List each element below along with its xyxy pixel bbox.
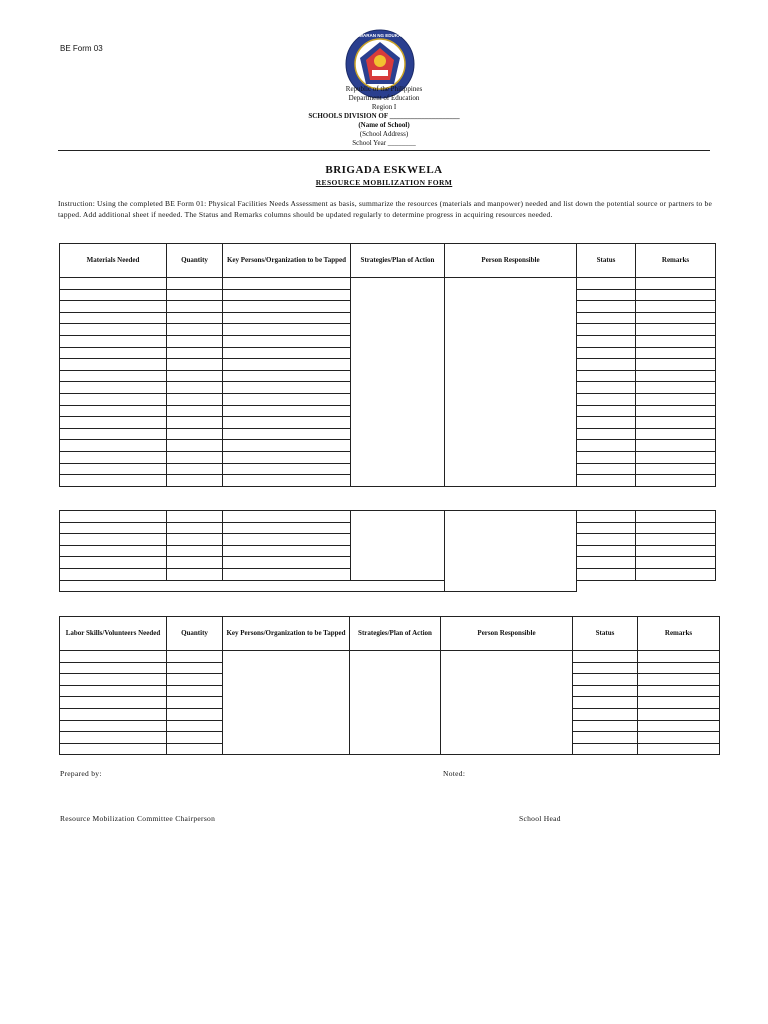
col-labor-skills: Labor Skills/Volunteers Needed (60, 617, 167, 651)
cell[interactable] (223, 312, 351, 324)
cell[interactable] (577, 301, 636, 313)
cell[interactable] (60, 720, 167, 732)
cell[interactable] (636, 335, 716, 347)
cell[interactable] (638, 697, 720, 709)
cell[interactable] (223, 463, 351, 475)
school-address: (School Address) (359, 130, 409, 138)
cell[interactable] (60, 405, 167, 417)
cell[interactable] (636, 393, 716, 405)
cell[interactable] (636, 545, 716, 557)
instructions: Instruction: Using the completed BE Form 01: Physical Facilities Needs Assessment as basis, summarize the resources (materials and manpower) needed and list down the potential source or partners to be tapped. Add additional sheet if needed. The Status and Remarks columns should be updated regularly to determine progress in acquiring resources needed. (58, 199, 713, 219)
cell[interactable] (60, 534, 167, 546)
cell[interactable] (60, 743, 167, 755)
cell[interactable] (577, 312, 636, 324)
cell[interactable] (573, 708, 638, 720)
cell[interactable] (60, 685, 167, 697)
cell[interactable] (167, 428, 223, 440)
cell[interactable] (60, 440, 167, 452)
form-number: BE Form 03 (60, 44, 103, 53)
cell[interactable] (577, 393, 636, 405)
cell[interactable] (223, 545, 351, 557)
cell[interactable] (577, 417, 636, 429)
person-responsible-cell[interactable] (441, 651, 573, 755)
cell[interactable] (636, 370, 716, 382)
cell[interactable] (167, 347, 223, 359)
labor-header-row (60, 617, 720, 651)
cell[interactable] (636, 312, 716, 324)
table-row (60, 651, 720, 663)
col-strategies: Strategies/Plan of Action (350, 617, 441, 651)
cell[interactable] (636, 522, 716, 534)
cell[interactable] (167, 743, 223, 755)
cell[interactable] (577, 359, 636, 371)
cell[interactable] (60, 651, 167, 663)
cell[interactable] (223, 534, 351, 546)
cell[interactable] (636, 534, 716, 546)
cell[interactable] (223, 393, 351, 405)
cell[interactable] (223, 405, 351, 417)
cell[interactable] (167, 534, 223, 546)
strategies-cell[interactable] (350, 651, 441, 755)
cell[interactable] (636, 347, 716, 359)
cell[interactable] (60, 662, 167, 674)
cell[interactable] (573, 732, 638, 744)
table-row (60, 278, 716, 290)
cell[interactable] (167, 417, 223, 429)
cell[interactable] (167, 651, 223, 663)
cell[interactable] (636, 301, 716, 313)
cell[interactable] (223, 428, 351, 440)
col-key-persons: Key Persons/Organization to be Tapped (223, 244, 351, 278)
cell[interactable] (638, 662, 720, 674)
cell[interactable] (60, 674, 167, 686)
seal-text: KAGAWARAN NG EDUKASYON (345, 33, 415, 38)
cell[interactable] (167, 301, 223, 313)
col-person-responsible: Person Responsible (445, 244, 577, 278)
cell[interactable] (223, 440, 351, 452)
division: SCHOOLS DIVISION OF ____________________ (308, 112, 460, 120)
col-strategies: Strategies/Plan of Action (351, 244, 445, 278)
cell[interactable] (60, 335, 167, 347)
cell[interactable] (167, 708, 223, 720)
form-subtitle: RESOURCE MOBILIZATION FORM (315, 178, 453, 187)
col-quantity: Quantity (167, 617, 223, 651)
cell[interactable] (167, 720, 223, 732)
cell[interactable] (577, 463, 636, 475)
cell[interactable] (577, 278, 636, 290)
noter-title: School Head (519, 814, 561, 823)
cell[interactable] (60, 393, 167, 405)
cell[interactable] (167, 289, 223, 301)
cell[interactable] (223, 568, 351, 580)
cell[interactable] (167, 382, 223, 394)
col-materials-needed: Materials Needed (60, 244, 167, 278)
school-year: School Year ________ (352, 139, 416, 147)
cell[interactable] (167, 405, 223, 417)
cell[interactable] (638, 720, 720, 732)
cell[interactable] (167, 662, 223, 674)
cell[interactable] (167, 545, 223, 557)
cell[interactable] (577, 545, 636, 557)
school-name: (Name of School) (358, 121, 410, 129)
cell[interactable] (577, 324, 636, 336)
cell[interactable] (638, 674, 720, 686)
cell[interactable] (223, 335, 351, 347)
cell[interactable] (223, 451, 351, 463)
cell[interactable] (60, 278, 167, 290)
cell[interactable] (223, 324, 351, 336)
cell[interactable] (573, 651, 638, 663)
cell[interactable] (167, 278, 223, 290)
cell[interactable] (60, 511, 167, 523)
cell[interactable] (223, 511, 351, 523)
cell[interactable] (60, 580, 445, 592)
cell[interactable] (577, 428, 636, 440)
cell[interactable] (573, 685, 638, 697)
cell[interactable] (636, 511, 716, 523)
cell[interactable] (60, 557, 167, 569)
cell[interactable] (638, 685, 720, 697)
col-status: Status (573, 617, 638, 651)
cell[interactable] (223, 370, 351, 382)
cell[interactable] (167, 674, 223, 686)
cell[interactable] (167, 335, 223, 347)
cell[interactable] (167, 370, 223, 382)
cell[interactable] (167, 393, 223, 405)
cell[interactable] (60, 382, 167, 394)
cell[interactable] (638, 743, 720, 755)
cell[interactable] (223, 301, 351, 313)
cell[interactable] (60, 417, 167, 429)
noted-label: Noted: (443, 769, 466, 778)
table-row (60, 511, 716, 523)
cell[interactable] (223, 278, 351, 290)
col-status: Status (577, 244, 636, 278)
materials-continuation-table (59, 510, 716, 592)
cell[interactable] (167, 324, 223, 336)
cell[interactable] (577, 335, 636, 347)
cell[interactable] (577, 511, 636, 523)
col-remarks: Remarks (636, 244, 716, 278)
cell[interactable] (167, 511, 223, 523)
cell[interactable] (636, 359, 716, 371)
cell[interactable] (573, 662, 638, 674)
cell[interactable] (636, 428, 716, 440)
cell[interactable] (60, 463, 167, 475)
cell[interactable] (223, 417, 351, 429)
materials-table (59, 243, 716, 487)
cell[interactable] (60, 522, 167, 534)
preparer-title: Resource Mobilization Committee Chairperson (60, 814, 216, 823)
cell[interactable] (60, 312, 167, 324)
cell[interactable] (223, 359, 351, 371)
cell[interactable] (636, 324, 716, 336)
letterhead (0, 85, 768, 148)
empty-space (577, 580, 716, 592)
department: Department of Education (348, 94, 420, 102)
cell[interactable] (636, 475, 716, 487)
cell[interactable] (167, 475, 223, 487)
person-responsible-cell[interactable] (445, 511, 577, 592)
cell[interactable] (60, 428, 167, 440)
cell[interactable] (577, 370, 636, 382)
cell[interactable] (167, 732, 223, 744)
col-person-responsible: Person Responsible (441, 617, 573, 651)
cell[interactable] (60, 347, 167, 359)
header-divider (58, 150, 710, 151)
cell[interactable] (636, 289, 716, 301)
strategies-cell[interactable] (351, 278, 445, 487)
cell[interactable] (636, 405, 716, 417)
cell[interactable] (577, 440, 636, 452)
cell[interactable] (60, 708, 167, 720)
cell[interactable] (577, 557, 636, 569)
col-quantity: Quantity (167, 244, 223, 278)
cell[interactable] (60, 370, 167, 382)
cell[interactable] (60, 732, 167, 744)
cell[interactable] (167, 568, 223, 580)
form-title: BRIGADA ESKWELA (325, 164, 443, 176)
cell[interactable] (60, 475, 167, 487)
region: Region I (371, 103, 397, 111)
cell[interactable] (636, 568, 716, 580)
cell[interactable] (638, 651, 720, 663)
cell[interactable] (638, 708, 720, 720)
cell[interactable] (223, 557, 351, 569)
cell[interactable] (223, 382, 351, 394)
person-responsible-cell[interactable] (445, 278, 577, 487)
cell[interactable] (60, 545, 167, 557)
cell[interactable] (167, 440, 223, 452)
cell[interactable] (60, 301, 167, 313)
cell[interactable] (636, 440, 716, 452)
cell[interactable] (636, 382, 716, 394)
key-persons-cell[interactable] (223, 651, 350, 755)
cell[interactable] (223, 289, 351, 301)
cell[interactable] (577, 475, 636, 487)
cell[interactable] (636, 417, 716, 429)
cell[interactable] (636, 451, 716, 463)
cell[interactable] (577, 534, 636, 546)
cell[interactable] (60, 568, 167, 580)
cell[interactable] (223, 522, 351, 534)
cell[interactable] (577, 522, 636, 534)
cell[interactable] (636, 557, 716, 569)
cell[interactable] (577, 289, 636, 301)
cell[interactable] (223, 475, 351, 487)
cell[interactable] (577, 451, 636, 463)
cell[interactable] (167, 697, 223, 709)
cell[interactable] (60, 697, 167, 709)
cell[interactable] (167, 451, 223, 463)
cell[interactable] (60, 289, 167, 301)
labor-table (59, 616, 720, 755)
cell[interactable] (577, 347, 636, 359)
cell[interactable] (636, 278, 716, 290)
table-row (60, 580, 716, 592)
cell[interactable] (638, 732, 720, 744)
cell[interactable] (167, 522, 223, 534)
prepared-by-label: Prepared by: (60, 769, 102, 778)
cell[interactable] (577, 568, 636, 580)
cell[interactable] (573, 674, 638, 686)
col-remarks: Remarks (638, 617, 720, 651)
materials-header-row (60, 244, 716, 278)
strategies-cell[interactable] (351, 511, 445, 581)
cell[interactable] (167, 312, 223, 324)
cell[interactable] (577, 405, 636, 417)
cell[interactable] (60, 324, 167, 336)
cell[interactable] (223, 347, 351, 359)
cell[interactable] (573, 743, 638, 755)
cell[interactable] (60, 451, 167, 463)
col-key-persons: Key Persons/Organization to be Tapped (223, 617, 350, 651)
cell[interactable] (60, 359, 167, 371)
cell[interactable] (577, 382, 636, 394)
cell[interactable] (167, 685, 223, 697)
cell[interactable] (573, 720, 638, 732)
cell[interactable] (573, 697, 638, 709)
cell[interactable] (636, 463, 716, 475)
country: Republic of the Philippines (345, 85, 423, 93)
cell[interactable] (167, 359, 223, 371)
cell[interactable] (167, 463, 223, 475)
cell[interactable] (167, 557, 223, 569)
